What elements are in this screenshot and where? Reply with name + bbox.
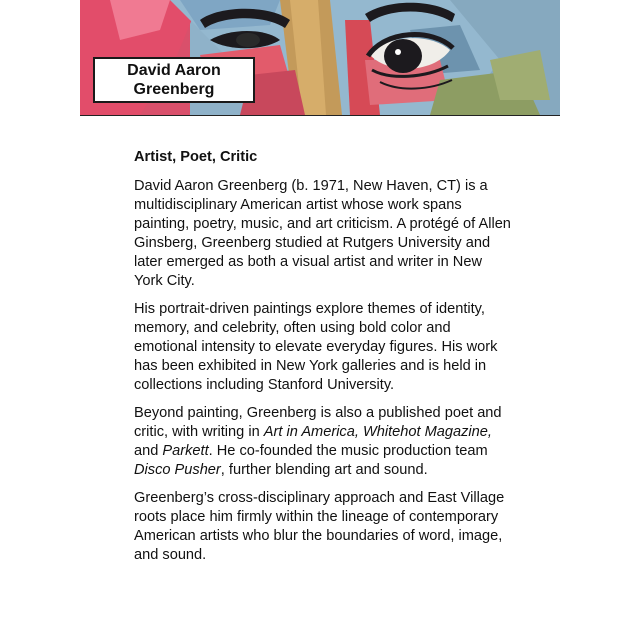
artist-name: David Aaron Greenberg xyxy=(127,62,221,98)
paragraph-writing xyxy=(134,404,512,480)
text-segment: and xyxy=(134,443,163,459)
text-segment: . He co-founded the music production team xyxy=(208,443,488,459)
paragraph-bio: David Aaron Greenberg (b. 1971, New Haven, CT) is a multidisciplinary American artist whose work spans painting, poetry, music, and art criticism. A protégé of Allen Ginsberg, Greenberg studied at Rutgers University and later emerged as both a visual artist and writer in New York City. xyxy=(134,178,511,289)
music-team-name: Disco Pusher xyxy=(134,462,221,478)
publication-parkett: Parkett xyxy=(162,443,209,459)
article-heading: Artist, Poet, Critic xyxy=(134,149,258,165)
text-segment: Beyond painting, Greenberg is also a published poet and critic, with writing in xyxy=(134,405,502,440)
paragraph-approach: Greenberg’s cross-disciplinary approach and East Village roots place him firmly within the lineage of contemporary American artists who blur the boundaries of word, image, and sound. xyxy=(134,490,505,563)
paragraph-paintings: His portrait-driven paintings explore themes of identity, memory, and celebrity, often using bold color and emotional intensity to elevate everyday figures. His work has been exhibited in New York galleries and is held in collections including Stanford University. xyxy=(134,301,498,393)
artist-name-label xyxy=(93,57,255,103)
text-segment: , further blending art and sound. xyxy=(220,462,428,478)
publication-titles: Art in America, Whitehot Magazine, xyxy=(263,424,492,440)
article-body xyxy=(134,148,512,574)
